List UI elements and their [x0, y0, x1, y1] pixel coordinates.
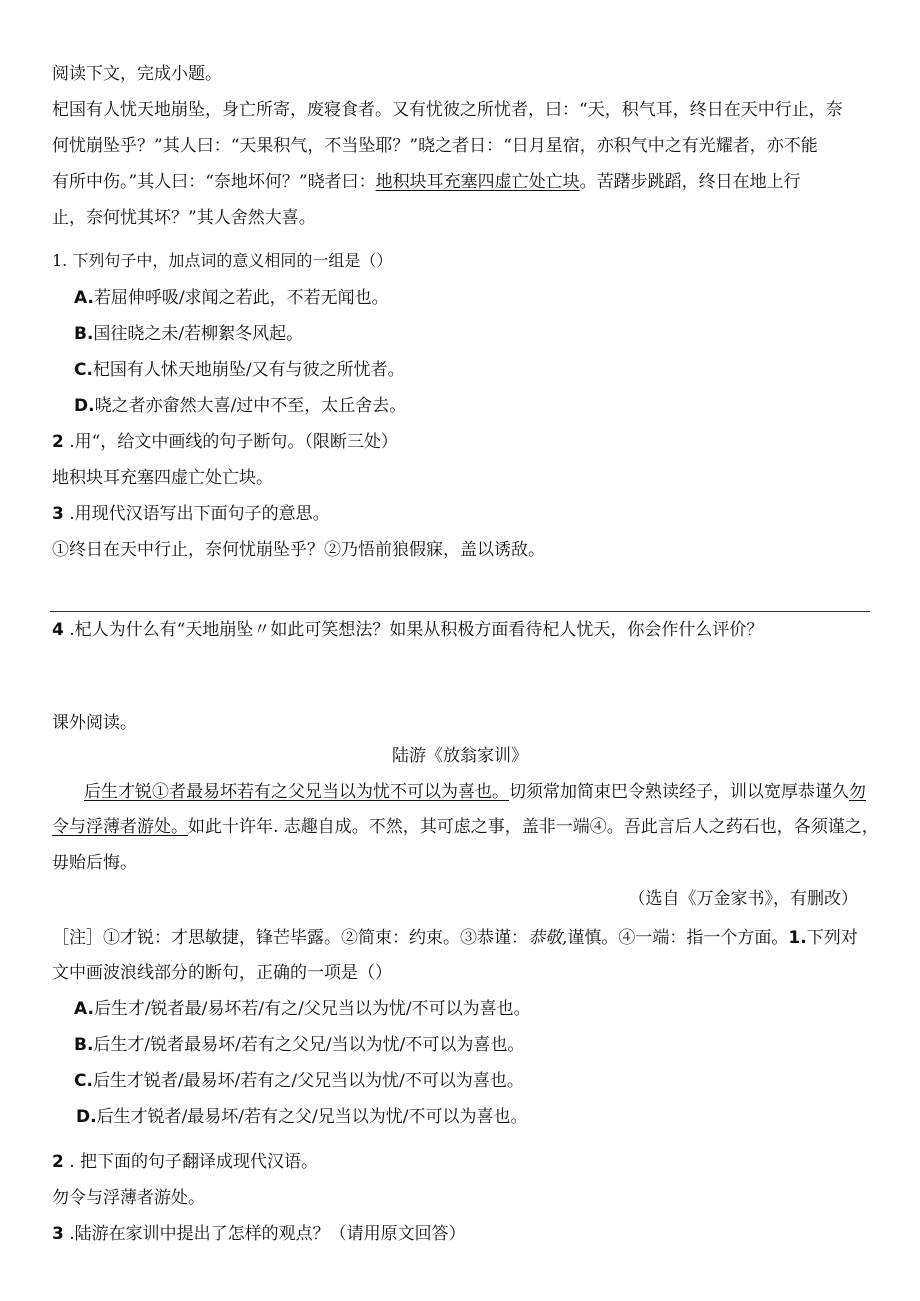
article-line-2: 令与浮薄者游处。如此十许年. 志趣自成。不然，其可虑之事，盖非一端④。吾此言后人之药石也，各须谨之， — [52, 817, 879, 837]
question-4: 4 .杞人为什么有“天地崩坠〃如此可笑想法？如果从积极方面看待杞人忧天，你会作什么评价？ — [52, 620, 764, 640]
part2-question-2-sentence: 勿令与浮薄者游处。 — [52, 1188, 205, 1208]
option-c: C.杞国有人怵天地崩坠/又有与彼之所忧者。 — [74, 360, 405, 380]
option-b-2: B.后生才/锐者最易坏/若有之父兄/当以为忧/不可以为喜也。 — [74, 1035, 525, 1055]
question-3: 3 .用现代汉语写出下面句子的意思。 — [52, 504, 330, 524]
question-2: 2 .用“，给文中画线的句子断句。（限断三处） — [52, 432, 398, 452]
question-2-sentence: 地积块耳充塞四虚亡处亡块。 — [52, 468, 273, 488]
passage-line-3: 有所中伤。”其人曰：“奈地坏何？”晓者曰：地积块耳充塞四虚亡处亡块。苦躇步跳蹈，终日在地上行 — [52, 172, 801, 192]
option-c-2: C.后生才锐者/最易坏/若有之/父兄当以为忧/不可以为喜也。 — [74, 1071, 524, 1091]
option-a-2: A.后生才/锐者最/易坏若/有之/父兄当以为忧/不可以为喜也。 — [74, 999, 531, 1019]
horizontal-divider — [50, 611, 870, 612]
question-1-stem: 1. 下列句子中，加点词的意义相同的一组是（） — [52, 251, 393, 270]
extra-reading-intro: 课外阅读。 — [52, 713, 137, 733]
passage-line-4: 止，奈何忧其坏？”其人舍然大喜。 — [52, 208, 316, 228]
notes-line-1: ［注］①才锐：才思敏捷，锋芒毕露。②简束：约束。③恭谨：恭敬,谨慎。④一端：指一个方面。1.下列对 — [52, 928, 858, 948]
option-b: B.国往晓之未/若柳絮冬风起。 — [74, 324, 304, 344]
question-3-sentence: ①终日在天中行止，奈何忧崩坠乎？②乃悟前狼假寐，盖以诱敌。 — [52, 540, 545, 560]
article-title: 陆游《放翁家训》 — [392, 746, 528, 766]
underlined-sentence: 地积块耳充塞四虚亡处亡块 — [375, 172, 580, 192]
passage-line-1: 杞国有人忧天地崩坠，身亡所寄，废寝食者。又有忧彼之所忧者，曰：“天，积气耳，终日在天中行止，奈 — [52, 100, 843, 120]
article-line-3: 毋贻后悔。 — [52, 853, 137, 873]
article-source: （选自《万金家书》，有删改） — [628, 889, 858, 909]
reading-intro: 阅读下文，完成小题。 — [52, 64, 222, 84]
notes-line-2: 文中画波浪线部分的断句，正确的一项是（） — [52, 963, 392, 983]
option-a: A.若屈伸呼吸/求闻之若此，不若无闻也。 — [74, 288, 389, 308]
passage-line-2: 何忧崩坠乎？”其人曰：“天果积气，不当坠耶？”晓之者日：“日月星宿，亦积气中之有光耀者，亦不能 — [52, 136, 818, 156]
article-line-1: 后生才锐①者最易坏若有之父兄当以为忧不可以为喜也。切须常加简束巴令熟读经子，训以宽厚恭谨久勿 — [84, 782, 866, 802]
part2-question-2: 2 . 把下面的句子翻译成现代汉语。 — [52, 1152, 319, 1172]
option-d-2: D.后生才锐者/最易坏/若有之父/兄当以为忧/不可以为喜也。 — [76, 1107, 528, 1127]
part2-question-3: 3 .陆游在家训中提出了怎样的观点？（请用原文回答） — [52, 1224, 466, 1244]
option-d: D.哓之者亦畲然大喜/过中不至，太丘舍去。 — [74, 396, 407, 416]
